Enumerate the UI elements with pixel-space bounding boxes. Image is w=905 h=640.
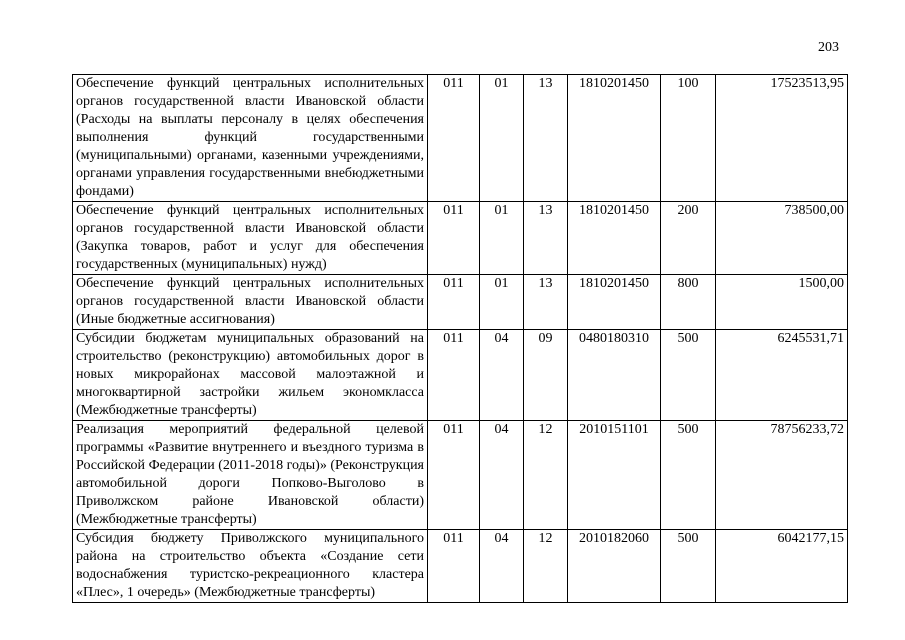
- section-code: 01: [480, 202, 524, 275]
- section-code: 01: [480, 75, 524, 202]
- expense-type-code: 500: [661, 530, 716, 603]
- row-description: Обеспечение функций центральных исполнительных органов государственной власти Ивановской области (Иные бюджетные ассигнования): [73, 275, 428, 330]
- section-code: 04: [480, 330, 524, 421]
- subsection-code: 12: [524, 421, 568, 530]
- expense-type-code: 200: [661, 202, 716, 275]
- target-article-code: 2010182060: [568, 530, 661, 603]
- subsection-code: 13: [524, 202, 568, 275]
- row-description: Обеспечение функций центральных исполнительных органов государственной власти Ивановской области (Расходы на выплаты персоналу в целях обеспечения выполнения функций государственными (муниципальными) органами, казенными учреждениями, органами управления государственными внебюджетными фондами): [73, 75, 428, 202]
- row-description: Обеспечение функций центральных исполнительных органов государственной власти Ивановской области (Закупка товаров, работ и услуг для обеспечения государственных (муниципальных) нужд): [73, 202, 428, 275]
- target-article-code: 1810201450: [568, 275, 661, 330]
- row-description: Субсидия бюджету Приволжского муниципального района на строительство объекта «Создание сети водоснабжения туристско-рекреационного кластера «Плес», 1 очередь» (Межбюджетные трансферты): [73, 530, 428, 603]
- section-code: 04: [480, 530, 524, 603]
- expense-type-code: 500: [661, 421, 716, 530]
- amount: 738500,00: [716, 202, 848, 275]
- amount: 17523513,95: [716, 75, 848, 202]
- table-row: [73, 530, 848, 603]
- subsection-code: 13: [524, 275, 568, 330]
- subsection-code: 13: [524, 75, 568, 202]
- amount: 78756233,72: [716, 421, 848, 530]
- subsection-code: 09: [524, 330, 568, 421]
- section-code: 01: [480, 275, 524, 330]
- amount: 1500,00: [716, 275, 848, 330]
- table-row: [73, 75, 848, 202]
- expense-type-code: 500: [661, 330, 716, 421]
- ministry-code: 011: [428, 530, 480, 603]
- target-article-code: 1810201450: [568, 75, 661, 202]
- target-article-code: 1810201450: [568, 202, 661, 275]
- subsection-code: 12: [524, 530, 568, 603]
- table-row: [73, 421, 848, 530]
- table-row: [73, 202, 848, 275]
- table-row: [73, 275, 848, 330]
- row-description: Реализация мероприятий федеральной целевой программы «Развитие внутреннего и въездного туризма в Российской Федерации (2011-2018 годы)» (Реконструкция автомобильной дороги Попково-Выголово в Приволжском районе Ивановской области) (Межбюджетные трансферты): [73, 421, 428, 530]
- ministry-code: 011: [428, 421, 480, 530]
- amount: 6042177,15: [716, 530, 848, 603]
- page-number: 203: [818, 40, 839, 55]
- target-article-code: 2010151101: [568, 421, 661, 530]
- section-code: 04: [480, 421, 524, 530]
- ministry-code: 011: [428, 202, 480, 275]
- ministry-code: 011: [428, 330, 480, 421]
- budget-table: [72, 74, 848, 603]
- ministry-code: 011: [428, 75, 480, 202]
- row-description: Субсидии бюджетам муниципальных образований на строительство (реконструкцию) автомобильных дорог в новых микрорайонах массовой малоэтажной и многоквартирной застройки жильем экономкласса (Межбюджетные трансферты): [73, 330, 428, 421]
- amount: 6245531,71: [716, 330, 848, 421]
- table-row: [73, 330, 848, 421]
- expense-type-code: 800: [661, 275, 716, 330]
- ministry-code: 011: [428, 275, 480, 330]
- target-article-code: 0480180310: [568, 330, 661, 421]
- expense-type-code: 100: [661, 75, 716, 202]
